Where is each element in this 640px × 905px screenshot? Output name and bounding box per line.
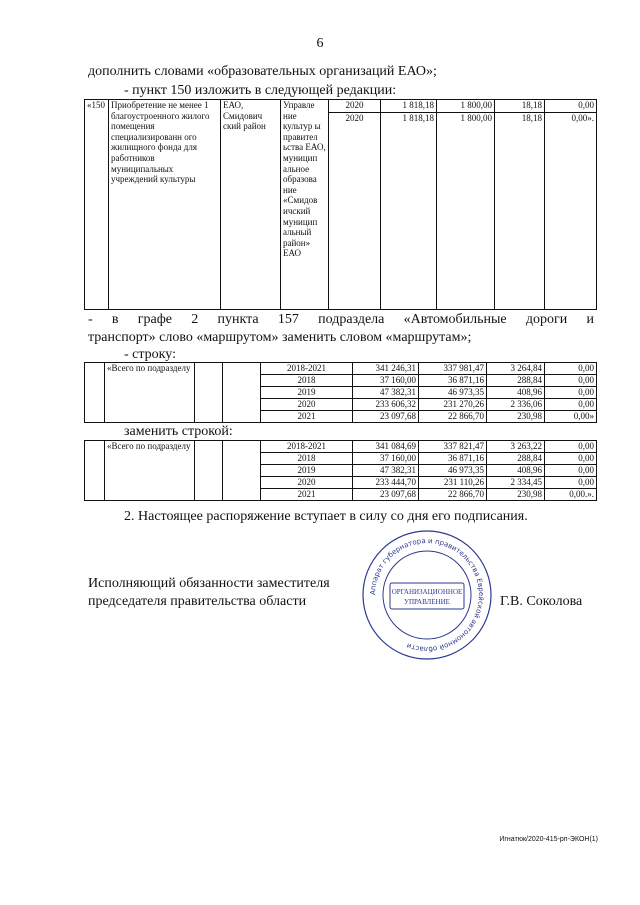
local-cell: 0,00: [545, 465, 597, 477]
para-157-line-2: транспорт» слово «маршрутом» заменить словом «маршрутам»;: [88, 330, 472, 345]
local-cell: 0,00: [545, 399, 597, 411]
regional-cell: 2 334,45: [487, 477, 545, 489]
stamp-ring-text: Аппарат губернатора и правительства Еврейской автономной области: [368, 536, 486, 654]
total-cell: 233 606,32: [353, 399, 419, 411]
period-cell: 2019: [261, 387, 353, 399]
signatory-position-line-1: Исполняющий обязанности заместителя: [88, 576, 330, 591]
signatory-position-line-2: председателя правительства области: [88, 594, 307, 609]
item-150-number: «150: [85, 100, 109, 310]
document-footer: Игнатюк/2020-415-рп-ЭКОН(1): [499, 836, 598, 843]
local-cell: 0,00»: [545, 411, 597, 423]
federal-cell: 337 981,47: [419, 363, 487, 375]
regional-cell: 408,96: [487, 387, 545, 399]
old-summary-table: [84, 362, 597, 423]
item-150-table: [84, 99, 597, 310]
local-cell: 0,00: [545, 363, 597, 375]
item-150-executor: Управле ние культур ы правител ьства ЕАО, муницип альное образова ние «Смидов ичский муницип альный район» ЕАО: [281, 100, 329, 310]
federal-cell: 36 871,16: [419, 453, 487, 465]
signatory-name: Г.В. Соколова: [500, 594, 583, 609]
regional-cell: 408,96: [487, 465, 545, 477]
period-cell: 2018-2021: [261, 363, 353, 375]
stamp-center-line-2: УПРАВЛЕНИЕ: [404, 598, 450, 606]
item-150-total: 1 818,18: [381, 113, 437, 310]
blank-cell: [223, 441, 261, 501]
local-cell: 0,00: [545, 477, 597, 489]
regional-cell: 288,84: [487, 375, 545, 387]
blank-cell: [85, 363, 105, 423]
period-cell: 2019: [261, 465, 353, 477]
item-150-regional: 18,18: [495, 100, 545, 113]
local-cell: 0,00: [545, 387, 597, 399]
total-cell: 341 246,31: [353, 363, 419, 375]
item-150-regional: 18,18: [495, 113, 545, 310]
regional-cell: 2 336,06: [487, 399, 545, 411]
item-150-local: 0,00».: [545, 113, 597, 310]
total-cell: 233 444,70: [353, 477, 419, 489]
total-cell: 23 097,68: [353, 489, 419, 501]
summary-label: «Всего по подразделу: [105, 441, 195, 501]
item-150-year: 2020: [329, 113, 381, 310]
period-cell: 2020: [261, 399, 353, 411]
total-cell: 47 382,31: [353, 387, 419, 399]
regional-cell: 288,84: [487, 453, 545, 465]
new-summary-table: [84, 440, 597, 501]
official-stamp: [360, 528, 494, 662]
period-cell: 2018: [261, 375, 353, 387]
para-157-line-1: - в графе 2 пункта 157 подраздела «Автомобильные дороги и: [88, 312, 594, 327]
period-cell: 2018: [261, 453, 353, 465]
item-150-place: ЕАО, Смидович ский район: [221, 100, 281, 310]
local-cell: 0,00: [545, 375, 597, 387]
local-cell: 0,00: [545, 441, 597, 453]
blank-cell: [223, 363, 261, 423]
regional-cell: 3 263,22: [487, 441, 545, 453]
item-150-total: 1 818,18: [381, 100, 437, 113]
federal-cell: 22 866,70: [419, 411, 487, 423]
para-157-line-3: - строку:: [124, 347, 176, 362]
total-cell: 37 160,00: [353, 375, 419, 387]
period-cell: 2021: [261, 489, 353, 501]
local-cell: 0,00.».: [545, 489, 597, 501]
regional-cell: 230,98: [487, 489, 545, 501]
federal-cell: 36 871,16: [419, 375, 487, 387]
summary-label: «Всего по подразделу: [105, 363, 195, 423]
federal-cell: 337 821,47: [419, 441, 487, 453]
federal-cell: 46 973,35: [419, 387, 487, 399]
item-150-local: 0,00: [545, 100, 597, 113]
item-150-year: 2020: [329, 100, 381, 113]
page-number: 6: [316, 36, 324, 51]
item-150-name: Приобретение не менее 1 благоустроенного жилого помещения специализированн ого жилищного фонда для работников муниципальных учреждений культуры: [109, 100, 221, 310]
replace-label: заменить строкой:: [124, 424, 233, 439]
federal-cell: 46 973,35: [419, 465, 487, 477]
intro-line-2: - пункт 150 изложить в следующей редакции:: [124, 83, 397, 98]
regional-cell: 3 264,84: [487, 363, 545, 375]
clause-2: 2. Настоящее распоряжение вступает в силу со дня его подписания.: [124, 509, 528, 524]
total-cell: 47 382,31: [353, 465, 419, 477]
federal-cell: 22 866,70: [419, 489, 487, 501]
period-cell: 2018-2021: [261, 441, 353, 453]
item-150-federal: 1 800,00: [437, 113, 495, 310]
local-cell: 0,00: [545, 453, 597, 465]
total-cell: 23 097,68: [353, 411, 419, 423]
period-cell: 2021: [261, 411, 353, 423]
intro-line-1: дополнить словами «образовательных организаций ЕАО»;: [88, 64, 437, 79]
period-cell: 2020: [261, 477, 353, 489]
stamp-center-line-1: ОРГАНИЗАЦИОННОЕ: [391, 588, 463, 596]
blank-cell: [195, 363, 223, 423]
blank-cell: [85, 441, 105, 501]
total-cell: 341 084,69: [353, 441, 419, 453]
blank-cell: [195, 441, 223, 501]
total-cell: 37 160,00: [353, 453, 419, 465]
federal-cell: 231 110,26: [419, 477, 487, 489]
item-150-federal: 1 800,00: [437, 100, 495, 113]
regional-cell: 230,98: [487, 411, 545, 423]
federal-cell: 231 270,26: [419, 399, 487, 411]
